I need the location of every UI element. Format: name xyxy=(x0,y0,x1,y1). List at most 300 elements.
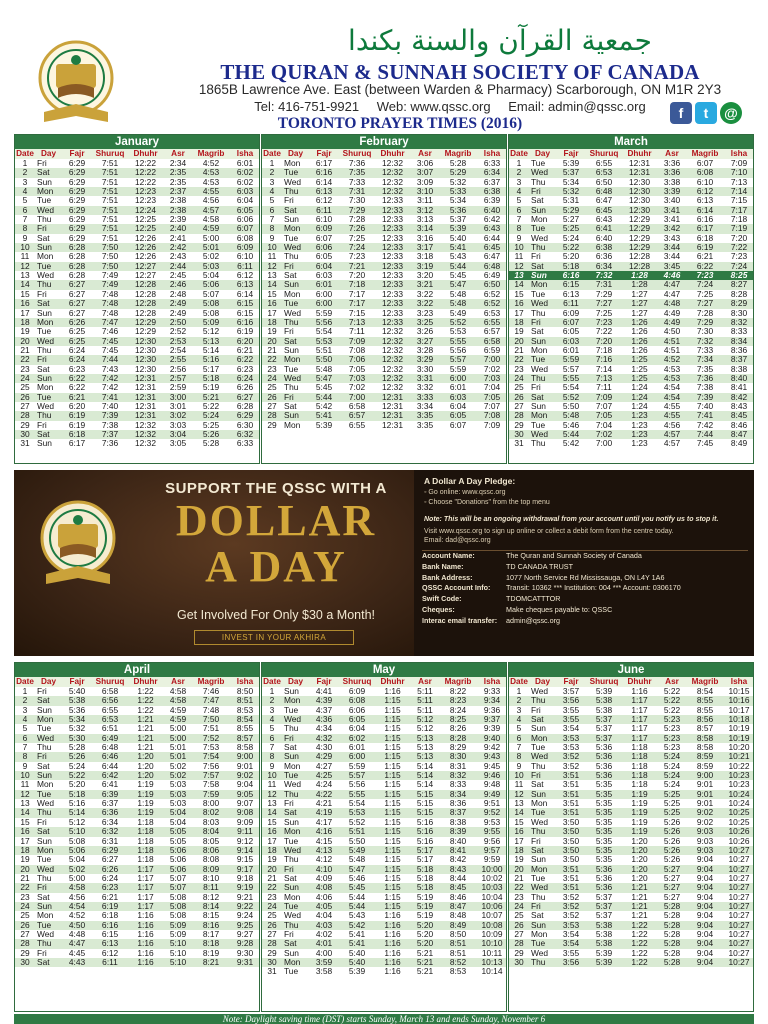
cell-dhuhr: 12:33 xyxy=(375,206,410,215)
cell-shuruq: 5:37 xyxy=(586,734,622,743)
cell-dhuhr: 1:15 xyxy=(375,752,410,761)
cell-fajr: 3:53 xyxy=(556,734,586,743)
table-row xyxy=(15,215,260,224)
cell-isha: 9:59 xyxy=(476,855,507,864)
cell-magrib: 7:42 xyxy=(687,421,723,430)
cell-shuruq: 7:23 xyxy=(339,252,375,261)
cell-dhuhr: 1:21 xyxy=(622,893,657,902)
cell-magrib: 7:35 xyxy=(687,365,723,374)
cell-date: 25 xyxy=(15,911,35,920)
cell-asr: 4:51 xyxy=(657,337,687,346)
cell-isha: 9:51 xyxy=(476,799,507,808)
cell-dhuhr: 1:24 xyxy=(622,402,657,411)
cell-magrib: 9:04 xyxy=(687,865,723,874)
table-row xyxy=(509,365,754,374)
cell-isha: 7:09 xyxy=(476,421,507,430)
table-row xyxy=(509,734,754,743)
cell-isha: 10:04 xyxy=(476,893,507,902)
cell-day: Sun xyxy=(282,818,309,827)
dst-footer-note: Note: Daylight saving time (DST) starts Sunday, March 13 and ends Sunday, November 6 xyxy=(14,1014,754,1024)
cell-isha: 10:18 xyxy=(723,715,754,724)
table-row xyxy=(262,752,507,761)
cell-date: 27 xyxy=(15,930,35,939)
cell-day: Sat xyxy=(282,939,309,948)
cell-dhuhr: 1:20 xyxy=(128,771,163,780)
cell-day: Mon xyxy=(35,780,62,789)
qssc-banner-logo-icon xyxy=(30,494,126,590)
cell-isha: 10:08 xyxy=(476,921,507,930)
cell-fajr: 6:25 xyxy=(62,327,92,336)
cell-dhuhr: 1:19 xyxy=(128,808,163,817)
cell-shuruq: 6:02 xyxy=(339,734,375,743)
cell-date: 17 xyxy=(262,309,282,318)
table-row xyxy=(509,159,754,168)
table-row xyxy=(262,374,507,383)
cell-asr: 5:27 xyxy=(657,893,687,902)
cell-dhuhr: 1:15 xyxy=(375,706,410,715)
cell-asr: 5:18 xyxy=(410,874,440,883)
table-row xyxy=(15,771,260,780)
cell-dhuhr: 1:19 xyxy=(622,808,657,817)
cell-magrib: 5:55 xyxy=(440,337,476,346)
cell-dhuhr: 1:16 xyxy=(128,949,163,958)
column-header: Shuruq xyxy=(339,149,375,159)
cell-shuruq: 5:35 xyxy=(586,790,622,799)
cell-shuruq: 5:37 xyxy=(586,715,622,724)
cell-isha: 10:23 xyxy=(723,780,754,789)
cell-isha: 6:30 xyxy=(229,421,260,430)
cell-asr: 3:27 xyxy=(410,337,440,346)
table-row xyxy=(15,365,260,374)
cell-shuruq: 7:51 xyxy=(92,159,128,168)
cell-dhuhr: 12:28 xyxy=(128,299,163,308)
cell-shuruq: 5:55 xyxy=(339,790,375,799)
column-header: Isha xyxy=(229,149,260,159)
cell-asr: 5:07 xyxy=(163,883,193,892)
cell-dhuhr: 12:30 xyxy=(622,206,657,215)
cell-day: Wed xyxy=(529,752,556,761)
cell-asr: 4:47 xyxy=(657,280,687,289)
cell-fajr: 4:16 xyxy=(309,827,339,836)
cell-fajr: 6:05 xyxy=(556,327,586,336)
cell-fajr: 4:52 xyxy=(62,911,92,920)
cell-isha: 6:12 xyxy=(229,271,260,280)
cell-shuruq: 7:28 xyxy=(339,215,375,224)
cell-isha: 7:15 xyxy=(723,196,754,205)
table-row xyxy=(15,383,260,392)
table-row xyxy=(262,159,507,168)
cell-magrib: 6:01 xyxy=(440,383,476,392)
cell-date: 8 xyxy=(509,752,529,761)
cell-day: Wed xyxy=(282,911,309,920)
cell-day: Thu xyxy=(529,309,556,318)
cell-dhuhr: 12:33 xyxy=(375,271,410,280)
cell-isha: 8:57 xyxy=(229,734,260,743)
cell-fajr: 6:20 xyxy=(62,402,92,411)
cell-dhuhr: 1:17 xyxy=(128,902,163,911)
cell-dhuhr: 1:16 xyxy=(375,911,410,920)
cell-isha: 8:30 xyxy=(723,309,754,318)
cell-fajr: 3:50 xyxy=(556,855,586,864)
table-header-row xyxy=(15,677,260,687)
cell-shuruq: 7:49 xyxy=(92,271,128,280)
cell-day: Sat xyxy=(35,696,62,705)
table-row xyxy=(509,706,754,715)
cell-dhuhr: 1:16 xyxy=(375,949,410,958)
website-link[interactable]: Web: www.qssc.org xyxy=(376,99,491,114)
cell-date: 4 xyxy=(15,187,35,196)
cell-asr: 5:03 xyxy=(163,780,193,789)
cell-magrib: 8:56 xyxy=(687,715,723,724)
cell-date: 18 xyxy=(262,846,282,855)
cell-fajr: 5:50 xyxy=(556,402,586,411)
cell-asr: 5:11 xyxy=(410,696,440,705)
cell-shuruq: 7:21 xyxy=(339,262,375,271)
cell-date: 22 xyxy=(15,883,35,892)
cell-dhuhr: 12:33 xyxy=(375,224,410,233)
cell-date: 10 xyxy=(509,771,529,780)
cell-fajr: 4:12 xyxy=(309,855,339,864)
cell-magrib: 7:34 xyxy=(687,355,723,364)
cell-dhuhr: 12:31 xyxy=(128,393,163,402)
cell-isha: 9:40 xyxy=(476,734,507,743)
cell-dhuhr: 1:15 xyxy=(375,846,410,855)
prayer-times-table xyxy=(262,149,507,430)
cell-date: 19 xyxy=(509,855,529,864)
cell-magrib: 7:53 xyxy=(193,743,229,752)
cell-day: Mon xyxy=(282,355,309,364)
account-row xyxy=(422,551,748,562)
cell-shuruq: 7:51 xyxy=(92,178,128,187)
phone: Tel: 416-751-9921 xyxy=(254,99,360,114)
cell-magrib: 8:57 xyxy=(687,724,723,733)
cell-magrib: 8:33 xyxy=(440,780,476,789)
cell-asr: 2:50 xyxy=(163,318,193,327)
cell-dhuhr: 1:15 xyxy=(375,808,410,817)
table-row xyxy=(509,234,754,243)
account-value: admin@qssc.org xyxy=(506,615,561,625)
column-header: Magrib xyxy=(193,149,229,159)
cell-magrib: 8:51 xyxy=(440,949,476,958)
cell-asr: 3:04 xyxy=(163,430,193,439)
cell-day: Sun xyxy=(35,439,62,448)
cell-dhuhr: 1:18 xyxy=(622,752,657,761)
cell-day: Sat xyxy=(529,196,556,205)
cell-day: Thu xyxy=(35,939,62,948)
cell-day: Wed xyxy=(282,178,309,187)
cell-isha: 7:23 xyxy=(723,252,754,261)
cell-isha: 6:48 xyxy=(476,262,507,271)
cell-dhuhr: 1:16 xyxy=(128,921,163,930)
cell-date: 18 xyxy=(509,846,529,855)
cell-date: 9 xyxy=(262,762,282,771)
cell-shuruq: 7:38 xyxy=(92,421,128,430)
prayer-times-table xyxy=(15,149,260,449)
cell-date: 21 xyxy=(262,874,282,883)
cell-isha: 6:26 xyxy=(229,383,260,392)
cell-dhuhr: 1:22 xyxy=(622,930,657,939)
cell-asr: 5:14 xyxy=(410,762,440,771)
table-row xyxy=(15,724,260,733)
cell-day: Sun xyxy=(529,402,556,411)
cell-isha: 6:22 xyxy=(229,355,260,364)
cell-dhuhr: 1:25 xyxy=(622,365,657,374)
month-table-january xyxy=(14,134,260,464)
column-header: Isha xyxy=(723,677,754,687)
column-header: Asr xyxy=(410,149,440,159)
header xyxy=(0,0,768,132)
cell-date: 2 xyxy=(15,696,35,705)
cell-isha: 9:27 xyxy=(229,930,260,939)
cell-fajr: 6:29 xyxy=(62,196,92,205)
cell-isha: 7:24 xyxy=(723,262,754,271)
cell-date: 22 xyxy=(15,355,35,364)
cell-fajr: 5:20 xyxy=(556,252,586,261)
cell-isha: 7:02 xyxy=(476,365,507,374)
cell-magrib: 4:53 xyxy=(193,168,229,177)
cell-day: Wed xyxy=(529,430,556,439)
pledge-email: Email: dad@qssc.org xyxy=(424,537,491,544)
cell-date: 3 xyxy=(509,706,529,715)
cell-magrib: 8:49 xyxy=(440,921,476,930)
cell-dhuhr: 12:32 xyxy=(375,337,410,346)
cell-fajr: 6:28 xyxy=(62,271,92,280)
cell-date: 31 xyxy=(262,967,282,976)
table-row xyxy=(509,262,754,271)
cell-date: 21 xyxy=(15,346,35,355)
cell-isha: 10:27 xyxy=(723,865,754,874)
cell-isha: 9:05 xyxy=(229,790,260,799)
cell-asr: 2:59 xyxy=(163,383,193,392)
cell-fajr: 6:22 xyxy=(62,374,92,383)
cell-fajr: 3:51 xyxy=(556,799,586,808)
cell-fajr: 4:24 xyxy=(309,780,339,789)
cell-date: 19 xyxy=(15,327,35,336)
cell-fajr: 5:48 xyxy=(556,411,586,420)
cell-dhuhr: 12:29 xyxy=(622,215,657,224)
cell-fajr: 3:51 xyxy=(556,808,586,817)
cell-magrib: 8:43 xyxy=(440,865,476,874)
cell-asr: 3:22 xyxy=(410,299,440,308)
account-label: Account Name: xyxy=(422,551,475,560)
cell-asr: 5:25 xyxy=(657,799,687,808)
cell-day: Sun xyxy=(282,215,309,224)
cell-dhuhr: 12:26 xyxy=(128,234,163,243)
cell-day: Sun xyxy=(282,949,309,958)
cell-day: Fri xyxy=(529,706,556,715)
cell-shuruq: 7:02 xyxy=(339,383,375,392)
cell-dhuhr: 1:20 xyxy=(622,855,657,864)
cell-dhuhr: 1:16 xyxy=(375,939,410,948)
cell-date: 22 xyxy=(262,883,282,892)
cell-date: 9 xyxy=(15,234,35,243)
cell-isha: 7:14 xyxy=(723,187,754,196)
column-header: Day xyxy=(282,677,309,687)
cell-isha: 7:13 xyxy=(723,178,754,187)
cell-magrib: 8:10 xyxy=(193,874,229,883)
cell-date: 11 xyxy=(15,780,35,789)
cell-magrib: 8:41 xyxy=(440,846,476,855)
account-row xyxy=(422,616,748,627)
cell-dhuhr: 12:31 xyxy=(128,411,163,420)
cell-dhuhr: 1:19 xyxy=(622,827,657,836)
cell-shuruq: 7:03 xyxy=(339,374,375,383)
cell-shuruq: 6:40 xyxy=(586,234,622,243)
cell-date: 2 xyxy=(262,168,282,177)
cell-magrib: 4:53 xyxy=(193,178,229,187)
cell-asr: 5:05 xyxy=(163,827,193,836)
column-header: Date xyxy=(510,149,528,158)
cell-fajr: 4:34 xyxy=(309,724,339,733)
cell-isha: 6:21 xyxy=(229,346,260,355)
cell-date: 4 xyxy=(509,187,529,196)
cell-dhuhr: 1:16 xyxy=(128,939,163,948)
twitter-icon[interactable]: t xyxy=(695,102,717,124)
cell-magrib: 5:02 xyxy=(193,252,229,261)
cell-magrib: 9:01 xyxy=(687,780,723,789)
cell-fajr: 6:00 xyxy=(309,299,339,308)
cell-isha: 9:07 xyxy=(229,799,260,808)
cell-asr: 4:53 xyxy=(657,374,687,383)
email-link[interactable]: Email: admin@qssc.org xyxy=(508,99,646,114)
cell-fajr: 5:50 xyxy=(309,355,339,364)
cell-isha: 9:12 xyxy=(229,837,260,846)
cell-asr: 5:21 xyxy=(410,967,440,976)
cell-day: Thu xyxy=(35,411,62,420)
cell-magrib: 8:58 xyxy=(687,743,723,752)
cell-isha: 7:17 xyxy=(723,206,754,215)
table-row xyxy=(15,402,260,411)
cell-date: 23 xyxy=(262,365,282,374)
cell-day: Mon xyxy=(35,318,62,327)
cell-date: 11 xyxy=(262,780,282,789)
cell-magrib: 5:08 xyxy=(193,299,229,308)
email-icon[interactable]: @ xyxy=(720,102,742,124)
cell-day: Mon xyxy=(529,865,556,874)
cell-day: Thu xyxy=(35,743,62,752)
cell-date: 24 xyxy=(15,902,35,911)
month-title: February xyxy=(262,135,506,149)
month-table-may xyxy=(261,662,507,1012)
cell-shuruq: 7:20 xyxy=(586,337,622,346)
cell-dhuhr: 12:30 xyxy=(128,346,163,355)
cell-shuruq: 5:35 xyxy=(586,808,622,817)
cell-fajr: 6:24 xyxy=(62,346,92,355)
cell-day: Thu xyxy=(35,874,62,883)
cell-magrib: 7:58 xyxy=(193,780,229,789)
cell-asr: 2:45 xyxy=(163,271,193,280)
cell-date: 14 xyxy=(15,280,35,289)
cell-date: 25 xyxy=(262,383,282,392)
cell-magrib: 8:05 xyxy=(193,837,229,846)
cell-date: 3 xyxy=(509,178,529,187)
cell-magrib: 8:26 xyxy=(440,724,476,733)
cell-day: Fri xyxy=(529,252,556,261)
cell-dhuhr: 1:22 xyxy=(622,949,657,958)
cell-magrib: 5:29 xyxy=(440,168,476,177)
cell-isha: 8:53 xyxy=(229,706,260,715)
cell-asr: 3:32 xyxy=(410,383,440,392)
cell-magrib: 8:55 xyxy=(687,706,723,715)
column-header: Asr xyxy=(657,677,687,687)
cell-isha: 9:46 xyxy=(476,771,507,780)
table-row xyxy=(509,790,754,799)
cell-shuruq: 7:29 xyxy=(339,206,375,215)
cell-dhuhr: 12:31 xyxy=(128,383,163,392)
cell-isha: 8:27 xyxy=(723,280,754,289)
cell-magrib: 7:29 xyxy=(687,318,723,327)
cell-date: 6 xyxy=(15,734,35,743)
cell-asr: 3:20 xyxy=(410,271,440,280)
cell-fajr: 6:19 xyxy=(62,411,92,420)
cell-fajr: 4:05 xyxy=(309,902,339,911)
table-row xyxy=(15,159,260,168)
table-row xyxy=(509,393,754,402)
cell-isha: 9:42 xyxy=(476,743,507,752)
cell-shuruq: 7:06 xyxy=(339,355,375,364)
cell-fajr: 3:50 xyxy=(556,837,586,846)
cell-isha: 10:09 xyxy=(476,930,507,939)
cell-day: Tue xyxy=(529,421,556,430)
cell-date: 7 xyxy=(262,215,282,224)
cell-day: Sat xyxy=(529,262,556,271)
cell-isha: 9:33 xyxy=(476,687,507,696)
cell-fajr: 6:22 xyxy=(62,383,92,392)
cell-magrib: 6:17 xyxy=(687,224,723,233)
banner-support-text: SUPPORT THE QSSC WITH A xyxy=(165,480,387,497)
cell-fajr: 5:04 xyxy=(62,855,92,864)
cell-day: Thu xyxy=(282,318,309,327)
cell-isha: 8:55 xyxy=(229,724,260,733)
cell-dhuhr: 1:21 xyxy=(622,883,657,892)
cell-fajr: 5:51 xyxy=(309,346,339,355)
cell-date: 16 xyxy=(262,299,282,308)
cell-fajr: 5:32 xyxy=(556,187,586,196)
cell-magrib: 7:46 xyxy=(193,687,229,696)
cell-isha: 8:45 xyxy=(723,411,754,420)
cell-magrib: 9:04 xyxy=(687,921,723,930)
cell-date: 16 xyxy=(15,299,35,308)
cell-shuruq: 5:37 xyxy=(586,893,622,902)
cell-fajr: 4:39 xyxy=(309,696,339,705)
facebook-icon[interactable]: f xyxy=(670,102,692,124)
cell-day: Tue xyxy=(529,159,556,168)
cell-dhuhr: 1:18 xyxy=(128,846,163,855)
cell-dhuhr: 1:20 xyxy=(128,762,163,771)
cell-date: 9 xyxy=(509,762,529,771)
cell-date: 21 xyxy=(509,346,529,355)
cell-date: 26 xyxy=(15,393,35,402)
cell-magrib: 7:57 xyxy=(193,771,229,780)
cell-isha: 6:32 xyxy=(229,430,260,439)
cell-magrib: 4:55 xyxy=(193,187,229,196)
cell-magrib: 5:17 xyxy=(193,365,229,374)
cell-date: 17 xyxy=(509,837,529,846)
cell-dhuhr: 1:18 xyxy=(128,837,163,846)
month-title: May xyxy=(262,663,506,677)
cell-day: Mon xyxy=(35,715,62,724)
cell-dhuhr: 12:32 xyxy=(375,365,410,374)
cell-shuruq: 5:38 xyxy=(586,939,622,948)
cell-shuruq: 7:51 xyxy=(92,215,128,224)
cell-dhuhr: 1:16 xyxy=(622,687,657,696)
cell-magrib: 8:08 xyxy=(193,855,229,864)
cell-shuruq: 7:04 xyxy=(586,421,622,430)
table-row xyxy=(15,949,260,958)
cell-fajr: 4:58 xyxy=(62,883,92,892)
cell-dhuhr: 1:16 xyxy=(375,958,410,967)
month-table-february xyxy=(261,134,507,464)
